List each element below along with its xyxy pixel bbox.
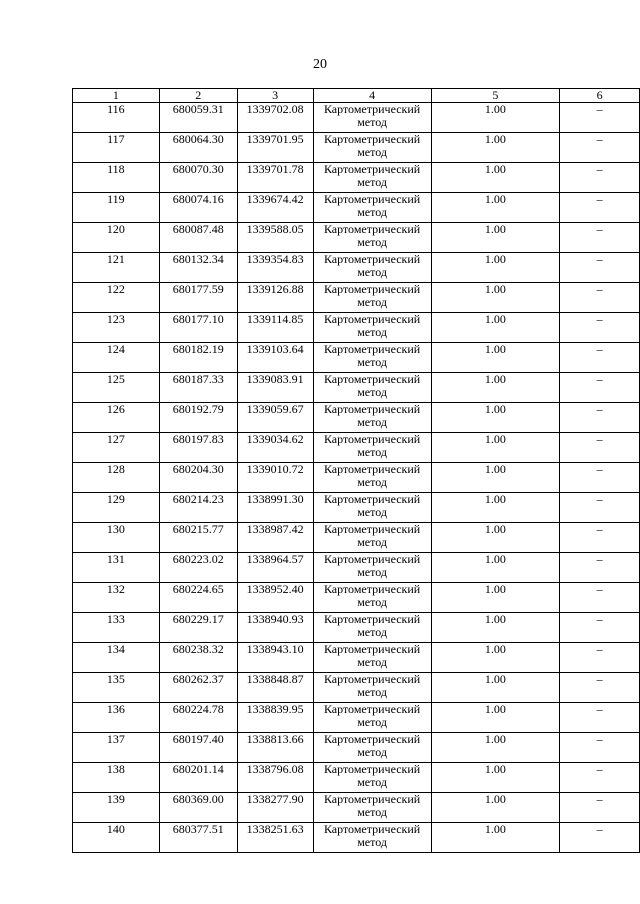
- table-row: [73, 463, 640, 493]
- x-coordinate-cell: 680132.34: [159, 253, 237, 283]
- y-coordinate-cell: 1339083.91: [237, 373, 313, 403]
- note-cell: –: [560, 553, 640, 583]
- x-coordinate-cell: 680214.23: [159, 493, 237, 523]
- y-coordinate-cell: 1338839.95: [237, 703, 313, 733]
- method-cell: Картометрический метод: [313, 373, 431, 403]
- method-cell: Картометрический метод: [313, 643, 431, 673]
- point-number-cell: 118: [73, 163, 160, 193]
- accuracy-cell: 1.00: [431, 223, 560, 253]
- accuracy-cell: 1.00: [431, 373, 560, 403]
- y-coordinate-cell: 1338848.87: [237, 673, 313, 703]
- y-coordinate-cell: 1339701.78: [237, 163, 313, 193]
- note-cell: –: [560, 823, 640, 853]
- accuracy-cell: 1.00: [431, 253, 560, 283]
- x-coordinate-cell: 680059.31: [159, 103, 237, 133]
- method-cell: Картометрический метод: [313, 433, 431, 463]
- note-cell: –: [560, 493, 640, 523]
- note-cell: –: [560, 463, 640, 493]
- method-cell: Картометрический метод: [313, 583, 431, 613]
- accuracy-cell: 1.00: [431, 433, 560, 463]
- method-cell: Картометрический метод: [313, 133, 431, 163]
- table-row: [73, 343, 640, 373]
- accuracy-cell: 1.00: [431, 793, 560, 823]
- point-number-cell: 123: [73, 313, 160, 343]
- accuracy-cell: 1.00: [431, 703, 560, 733]
- accuracy-cell: 1.00: [431, 673, 560, 703]
- y-coordinate-cell: 1339059.67: [237, 403, 313, 433]
- x-coordinate-cell: 680224.78: [159, 703, 237, 733]
- x-coordinate-cell: 680197.40: [159, 733, 237, 763]
- method-cell: Картометрический метод: [313, 193, 431, 223]
- note-cell: –: [560, 613, 640, 643]
- x-coordinate-cell: 680201.14: [159, 763, 237, 793]
- method-cell: Картометрический метод: [313, 613, 431, 643]
- table-row: [73, 313, 640, 343]
- note-cell: –: [560, 643, 640, 673]
- table-row: [73, 133, 640, 163]
- column-header: 4: [313, 89, 431, 103]
- table-row: [73, 553, 640, 583]
- accuracy-cell: 1.00: [431, 403, 560, 433]
- accuracy-cell: 1.00: [431, 763, 560, 793]
- method-cell: Картометрический метод: [313, 523, 431, 553]
- method-cell: Картометрический метод: [313, 553, 431, 583]
- note-cell: –: [560, 223, 640, 253]
- y-coordinate-cell: 1339702.08: [237, 103, 313, 133]
- accuracy-cell: 1.00: [431, 313, 560, 343]
- note-cell: –: [560, 433, 640, 463]
- y-coordinate-cell: 1339701.95: [237, 133, 313, 163]
- point-number-cell: 120: [73, 223, 160, 253]
- accuracy-cell: 1.00: [431, 523, 560, 553]
- point-number-cell: 116: [73, 103, 160, 133]
- y-coordinate-cell: 1339034.62: [237, 433, 313, 463]
- y-coordinate-cell: 1338952.40: [237, 583, 313, 613]
- table-row: [73, 433, 640, 463]
- y-coordinate-cell: 1339126.88: [237, 283, 313, 313]
- point-number-cell: 136: [73, 703, 160, 733]
- method-cell: Картометрический метод: [313, 823, 431, 853]
- note-cell: –: [560, 763, 640, 793]
- point-number-cell: 132: [73, 583, 160, 613]
- point-number-cell: 140: [73, 823, 160, 853]
- accuracy-cell: 1.00: [431, 733, 560, 763]
- point-number-cell: 134: [73, 643, 160, 673]
- accuracy-cell: 1.00: [431, 643, 560, 673]
- point-number-cell: 121: [73, 253, 160, 283]
- method-cell: Картометрический метод: [313, 733, 431, 763]
- y-coordinate-cell: 1338940.93: [237, 613, 313, 643]
- accuracy-cell: 1.00: [431, 553, 560, 583]
- y-coordinate-cell: 1338813.66: [237, 733, 313, 763]
- note-cell: –: [560, 673, 640, 703]
- method-cell: Картометрический метод: [313, 493, 431, 523]
- method-cell: Картометрический метод: [313, 343, 431, 373]
- y-coordinate-cell: 1339010.72: [237, 463, 313, 493]
- x-coordinate-cell: 680197.83: [159, 433, 237, 463]
- table-row: [73, 733, 640, 763]
- y-coordinate-cell: 1339103.64: [237, 343, 313, 373]
- accuracy-cell: 1.00: [431, 823, 560, 853]
- point-number-cell: 125: [73, 373, 160, 403]
- method-cell: Картометрический метод: [313, 223, 431, 253]
- table-row: [73, 403, 640, 433]
- x-coordinate-cell: 680215.77: [159, 523, 237, 553]
- method-cell: Картометрический метод: [313, 673, 431, 703]
- method-cell: Картометрический метод: [313, 313, 431, 343]
- column-header: 6: [560, 89, 640, 103]
- accuracy-cell: 1.00: [431, 163, 560, 193]
- accuracy-cell: 1.00: [431, 613, 560, 643]
- note-cell: –: [560, 703, 640, 733]
- y-coordinate-cell: 1338251.63: [237, 823, 313, 853]
- point-number-cell: 122: [73, 283, 160, 313]
- table-row: [73, 223, 640, 253]
- point-number-cell: 138: [73, 763, 160, 793]
- point-number-cell: 130: [73, 523, 160, 553]
- table-row: [73, 523, 640, 553]
- note-cell: –: [560, 343, 640, 373]
- accuracy-cell: 1.00: [431, 283, 560, 313]
- method-cell: Картометрический метод: [313, 163, 431, 193]
- accuracy-cell: 1.00: [431, 193, 560, 223]
- point-number-cell: 117: [73, 133, 160, 163]
- x-coordinate-cell: 680204.30: [159, 463, 237, 493]
- table-row: [73, 643, 640, 673]
- method-cell: Картометрический метод: [313, 463, 431, 493]
- y-coordinate-cell: 1338796.08: [237, 763, 313, 793]
- note-cell: –: [560, 523, 640, 553]
- point-number-cell: 129: [73, 493, 160, 523]
- coordinates-table: [72, 88, 640, 853]
- table-row: [73, 703, 640, 733]
- x-coordinate-cell: 680238.32: [159, 643, 237, 673]
- y-coordinate-cell: 1338964.57: [237, 553, 313, 583]
- y-coordinate-cell: 1338277.90: [237, 793, 313, 823]
- accuracy-cell: 1.00: [431, 583, 560, 613]
- page-number: 20: [313, 57, 327, 72]
- table-row: [73, 373, 640, 403]
- table-row: [73, 823, 640, 853]
- table-row: [73, 673, 640, 703]
- accuracy-cell: 1.00: [431, 493, 560, 523]
- table-row: [73, 253, 640, 283]
- x-coordinate-cell: 680262.37: [159, 673, 237, 703]
- note-cell: –: [560, 283, 640, 313]
- point-number-cell: 135: [73, 673, 160, 703]
- y-coordinate-cell: 1338987.42: [237, 523, 313, 553]
- x-coordinate-cell: 680087.48: [159, 223, 237, 253]
- table-row: [73, 793, 640, 823]
- column-header: 1: [73, 89, 160, 103]
- table-row: [73, 193, 640, 223]
- note-cell: –: [560, 133, 640, 163]
- y-coordinate-cell: 1338943.10: [237, 643, 313, 673]
- note-cell: –: [560, 103, 640, 133]
- accuracy-cell: 1.00: [431, 133, 560, 163]
- x-coordinate-cell: 680224.65: [159, 583, 237, 613]
- note-cell: –: [560, 163, 640, 193]
- accuracy-cell: 1.00: [431, 343, 560, 373]
- column-header: 5: [431, 89, 560, 103]
- y-coordinate-cell: 1339674.42: [237, 193, 313, 223]
- header-row: [73, 89, 640, 103]
- table-row: [73, 103, 640, 133]
- x-coordinate-cell: 680187.33: [159, 373, 237, 403]
- y-coordinate-cell: 1339588.05: [237, 223, 313, 253]
- table-row: [73, 583, 640, 613]
- x-coordinate-cell: 680369.00: [159, 793, 237, 823]
- note-cell: –: [560, 403, 640, 433]
- note-cell: –: [560, 793, 640, 823]
- y-coordinate-cell: 1339114.85: [237, 313, 313, 343]
- x-coordinate-cell: 680070.30: [159, 163, 237, 193]
- point-number-cell: 128: [73, 463, 160, 493]
- note-cell: –: [560, 583, 640, 613]
- method-cell: Картометрический метод: [313, 703, 431, 733]
- x-coordinate-cell: 680377.51: [159, 823, 237, 853]
- note-cell: –: [560, 373, 640, 403]
- x-coordinate-cell: 680229.17: [159, 613, 237, 643]
- column-header: 2: [159, 89, 237, 103]
- point-number-cell: 127: [73, 433, 160, 463]
- y-coordinate-cell: 1339354.83: [237, 253, 313, 283]
- table-body: [73, 103, 640, 853]
- x-coordinate-cell: 680192.79: [159, 403, 237, 433]
- x-coordinate-cell: 680074.16: [159, 193, 237, 223]
- table-row: [73, 763, 640, 793]
- accuracy-cell: 1.00: [431, 103, 560, 133]
- point-number-cell: 139: [73, 793, 160, 823]
- method-cell: Картометрический метод: [313, 793, 431, 823]
- column-header: 3: [237, 89, 313, 103]
- x-coordinate-cell: 680177.10: [159, 313, 237, 343]
- point-number-cell: 124: [73, 343, 160, 373]
- note-cell: –: [560, 253, 640, 283]
- x-coordinate-cell: 680177.59: [159, 283, 237, 313]
- x-coordinate-cell: 680223.02: [159, 553, 237, 583]
- method-cell: Картометрический метод: [313, 283, 431, 313]
- method-cell: Картометрический метод: [313, 253, 431, 283]
- point-number-cell: 137: [73, 733, 160, 763]
- note-cell: –: [560, 733, 640, 763]
- table-row: [73, 163, 640, 193]
- point-number-cell: 126: [73, 403, 160, 433]
- method-cell: Картометрический метод: [313, 103, 431, 133]
- table-row: [73, 283, 640, 313]
- accuracy-cell: 1.00: [431, 463, 560, 493]
- table-row: [73, 613, 640, 643]
- method-cell: Картометрический метод: [313, 763, 431, 793]
- point-number-cell: 131: [73, 553, 160, 583]
- point-number-cell: 119: [73, 193, 160, 223]
- y-coordinate-cell: 1338991.30: [237, 493, 313, 523]
- note-cell: –: [560, 313, 640, 343]
- x-coordinate-cell: 680182.19: [159, 343, 237, 373]
- note-cell: –: [560, 193, 640, 223]
- x-coordinate-cell: 680064.30: [159, 133, 237, 163]
- point-number-cell: 133: [73, 613, 160, 643]
- table-row: [73, 493, 640, 523]
- method-cell: Картометрический метод: [313, 403, 431, 433]
